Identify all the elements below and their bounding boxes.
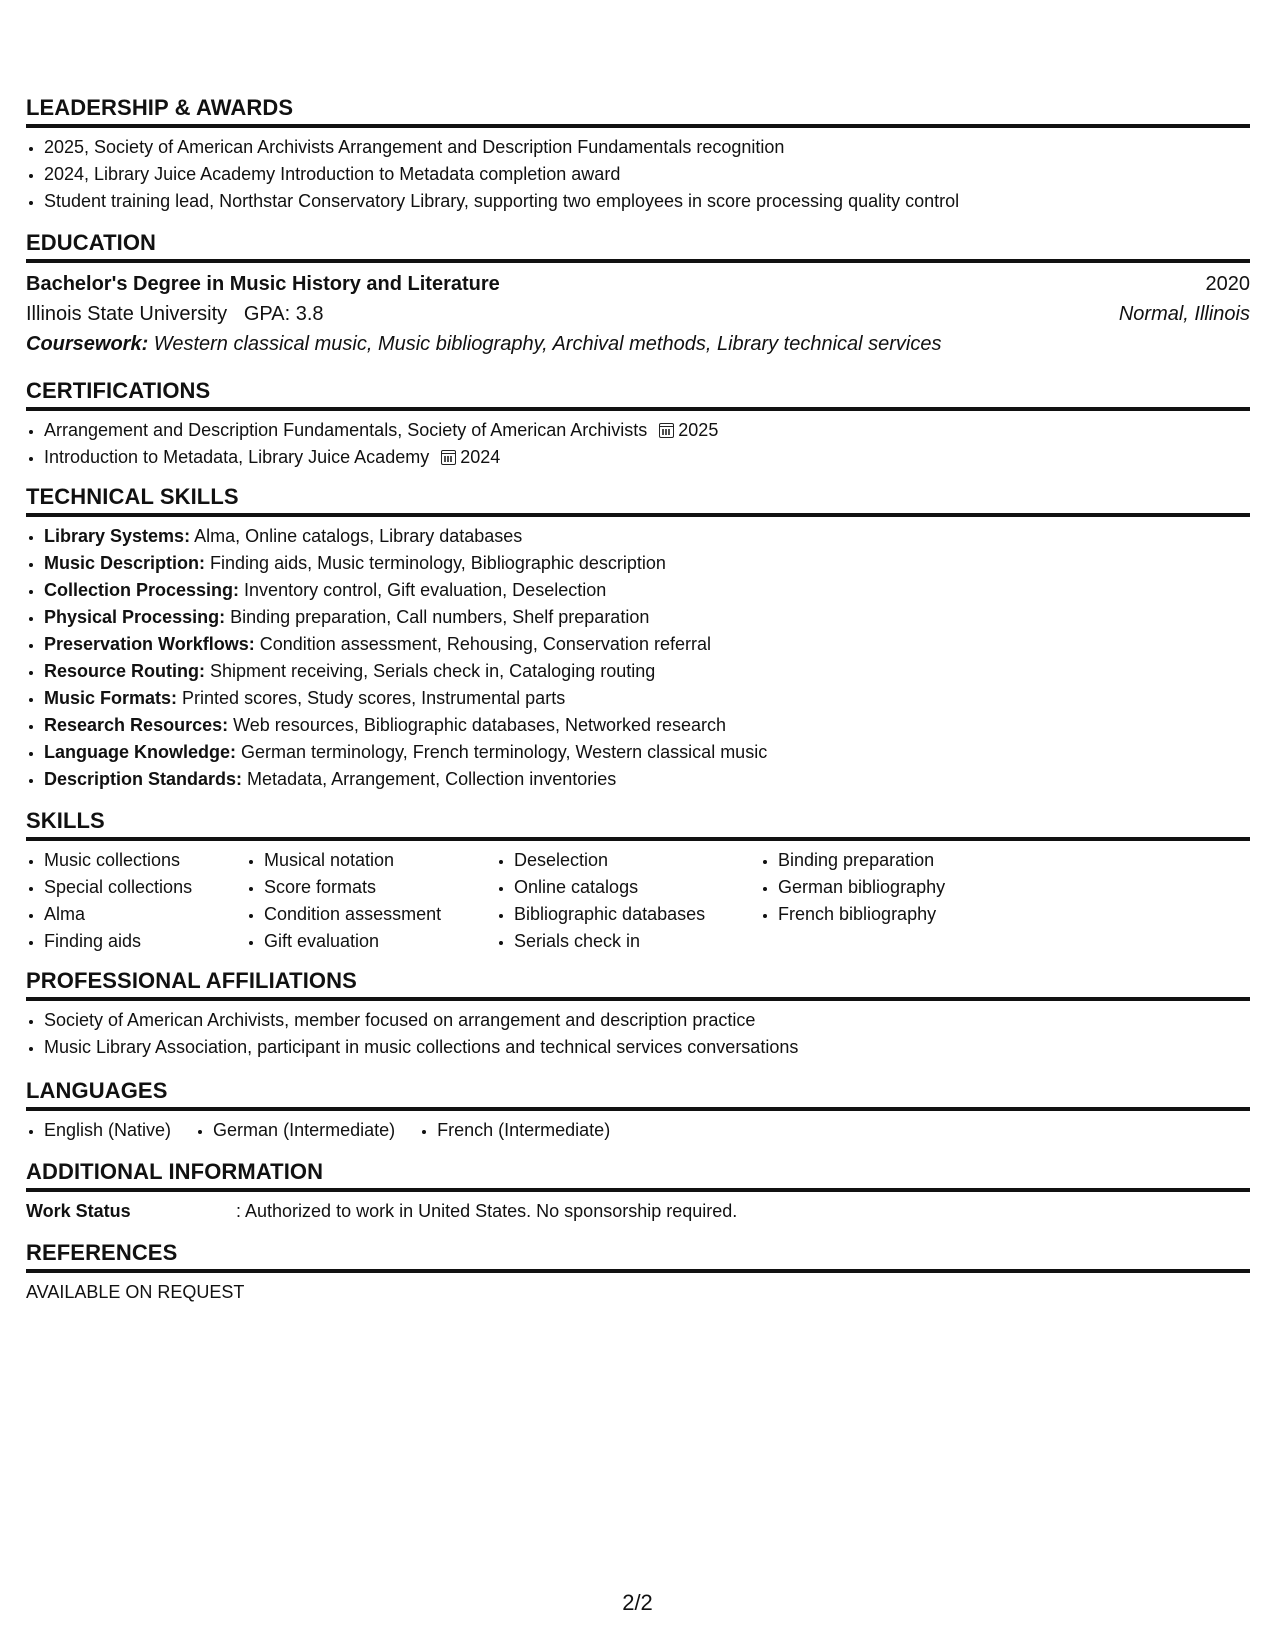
skill-text: Shipment receiving, Serials check in, Cataloging routing [205, 661, 656, 681]
list-item [44, 631, 1250, 658]
list-item: • Student training lead, Northstar Conservatory Library, supporting two employees in score processing quality control [44, 188, 1250, 215]
skill-text: Inventory control, Gift evaluation, Deselection [239, 580, 607, 600]
list-item [44, 685, 1250, 712]
coursework [26, 329, 1250, 359]
skill-text: German terminology, French terminology, Western classical music [236, 742, 768, 762]
list-item [44, 577, 1250, 604]
list-item: • Bibliographic databases [514, 901, 760, 928]
list-item: • Binding preparation [778, 847, 1038, 874]
skill-label: Research Resources: [44, 715, 229, 735]
affiliations-list [26, 1007, 1250, 1061]
list-item [44, 444, 1250, 471]
list-item: • French (Intermediate) [437, 1117, 610, 1144]
list-item: • Online catalogs [514, 874, 760, 901]
section-heading: EDUCATION [26, 229, 1250, 263]
skill-text: Alma, Online catalogs, Library databases [190, 526, 523, 546]
skill-text: Finding aids, Music terminology, Bibliographic description [205, 553, 666, 573]
skills-grid [26, 847, 1250, 955]
coursework-label: Coursework: [26, 333, 149, 355]
skills-column [26, 847, 246, 955]
list-item: • Serials check in [514, 928, 760, 955]
section-heading: PROFESSIONAL AFFILIATIONS [26, 967, 1250, 1001]
references-text: AVAILABLE ON REQUEST [26, 1282, 245, 1302]
work-status-row [26, 1198, 1250, 1225]
certifications-section [26, 377, 1250, 471]
list-item [44, 712, 1250, 739]
skills-column [496, 847, 760, 955]
list-item [44, 550, 1250, 577]
certifications-list [26, 417, 1250, 471]
list-item: • Alma [44, 901, 246, 928]
calendar-icon [659, 423, 674, 438]
school-location: Normal, Illinois [1118, 303, 1250, 325]
skill-text: Printed scores, Study scores, Instrumental parts [177, 688, 566, 708]
list-item: • Finding aids [44, 928, 246, 955]
list-item: • Score formats [264, 874, 496, 901]
certification-name: Introduction to Metadata, Library Juice Academy [44, 447, 430, 467]
list-item: • German (Intermediate) [213, 1117, 395, 1144]
section-heading: CERTIFICATIONS [26, 377, 1250, 411]
list-item: • Condition assessment [264, 901, 496, 928]
list-item: • German bibliography [778, 874, 1038, 901]
school-name: Illinois State University GPA: 3.8 [26, 303, 324, 325]
leadership-list [26, 134, 1250, 215]
list-item: • Music Library Association, participant in music collections and technical services conversations [44, 1034, 1250, 1061]
list-item: • English (Native) [44, 1117, 171, 1144]
work-status-value: : Authorized to work in United States. No sponsorship required. [236, 1201, 738, 1221]
graduation-year: 2020 [1205, 273, 1250, 295]
coursework-text: Western classical music, Music bibliography, Archival methods, Library technical services [148, 333, 942, 355]
section-heading: ADDITIONAL INFORMATION [26, 1158, 1250, 1192]
technical-skills-section [26, 483, 1250, 793]
section-heading: LEADERSHIP & AWARDS [26, 94, 1250, 128]
list-item [44, 604, 1250, 631]
section-heading: SKILLS [26, 807, 1250, 841]
education-row [26, 269, 1250, 299]
section-heading: REFERENCES [26, 1239, 1250, 1273]
list-item [44, 523, 1250, 550]
skill-label: Resource Routing: [44, 661, 206, 681]
leadership-section [26, 94, 1250, 215]
skills-section [26, 807, 1250, 955]
list-item [44, 417, 1250, 444]
references-section [26, 1239, 1250, 1306]
list-item [44, 658, 1250, 685]
list-item: • French bibliography [778, 901, 1038, 928]
work-status-label: Work Status [26, 1201, 131, 1221]
technical-skills-list [26, 523, 1250, 793]
skill-label: Description Standards: [44, 769, 243, 789]
skill-text: Binding preparation, Call numbers, Shelf preparation [225, 607, 650, 627]
languages-section [26, 1077, 1250, 1144]
skill-label: Collection Processing: [44, 580, 240, 600]
list-item: • 2024, Library Juice Academy Introduction to Metadata completion award [44, 161, 1250, 188]
skills-column [246, 847, 496, 955]
skill-label: Preservation Workflows: [44, 634, 255, 654]
list-item [44, 739, 1250, 766]
list-item: • Musical notation [264, 847, 496, 874]
list-item: • Society of American Archivists, member focused on arrangement and description practice [44, 1007, 1250, 1034]
degree-title: Bachelor's Degree in Music History and Literature [26, 273, 500, 295]
section-heading: TECHNICAL SKILLS [26, 483, 1250, 517]
affiliations-section [26, 967, 1250, 1061]
skill-label: Music Description: [44, 553, 206, 573]
list-item [44, 766, 1250, 793]
skill-text: Web resources, Bibliographic databases, Networked research [228, 715, 727, 735]
calendar-icon [441, 450, 456, 465]
list-item: • Special collections [44, 874, 246, 901]
skills-column [760, 847, 1038, 955]
resume-page [26, 94, 1250, 1306]
certification-year: 2024 [460, 447, 501, 467]
additional-info-section [26, 1158, 1250, 1225]
skill-text: Condition assessment, Rehousing, Conservation referral [254, 634, 711, 654]
skill-label: Music Formats: [44, 688, 178, 708]
list-item: • Gift evaluation [264, 928, 496, 955]
certification-name: Arrangement and Description Fundamentals, Society of American Archivists [44, 420, 648, 440]
page-number: 2/2 [622, 1590, 653, 1615]
education-row [26, 299, 1250, 329]
skill-label: Library Systems: [44, 526, 191, 546]
list-item: • Music collections [44, 847, 246, 874]
skill-label: Language Knowledge: [44, 742, 237, 762]
languages-list [26, 1117, 1250, 1144]
list-item: • 2025, Society of American Archivists Arrangement and Description Fundamentals recognition [44, 134, 1250, 161]
list-item: • Deselection [514, 847, 760, 874]
section-heading: LANGUAGES [26, 1077, 1250, 1111]
certification-year: 2025 [678, 420, 719, 440]
skill-label: Physical Processing: [44, 607, 226, 627]
education-section [26, 229, 1250, 359]
skill-text: Metadata, Arrangement, Collection inventories [242, 769, 617, 789]
